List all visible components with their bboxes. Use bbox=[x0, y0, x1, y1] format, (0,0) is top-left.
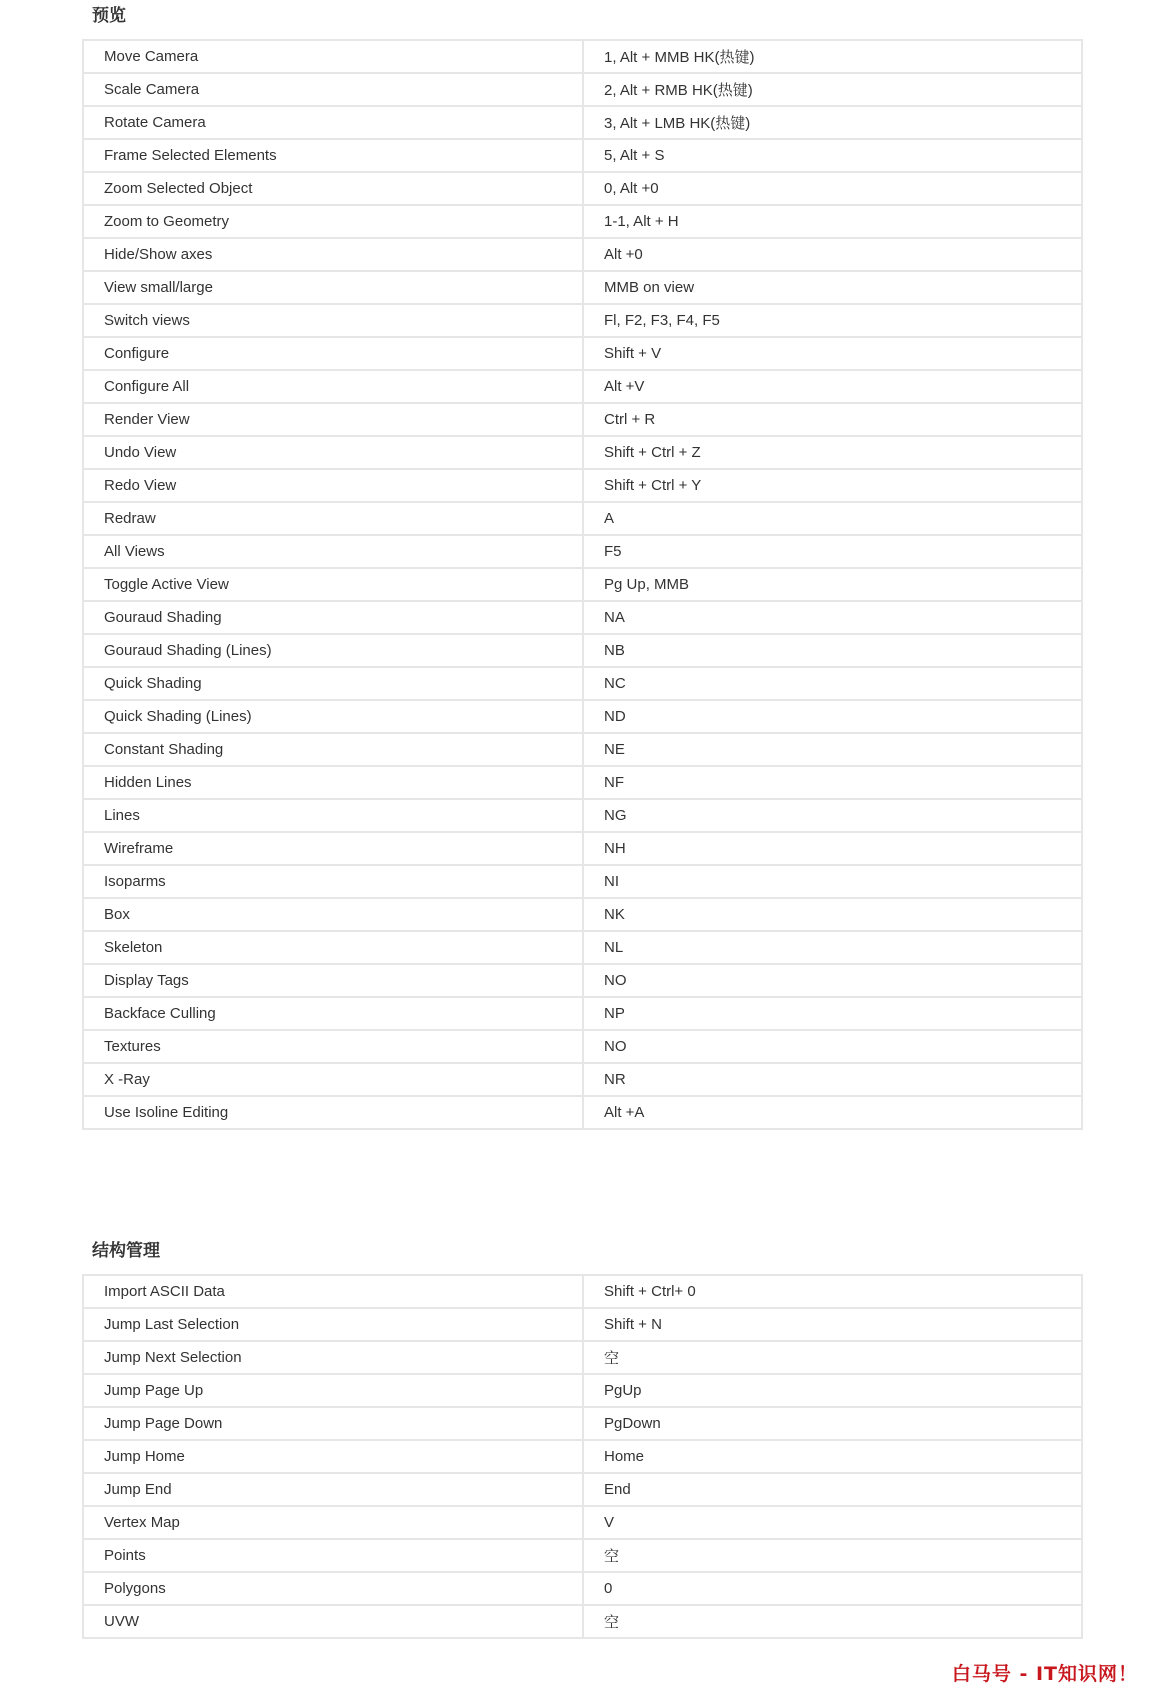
shortcut-keys-cell: Alt +0 bbox=[583, 238, 1082, 271]
action-cell: UVW bbox=[83, 1605, 583, 1638]
shortcut-keys-cell: A bbox=[583, 502, 1082, 535]
section-title-preview: 预览 bbox=[92, 6, 126, 26]
action-cell: Lines bbox=[83, 799, 583, 832]
shortcut-keys-cell: 空 bbox=[583, 1605, 1082, 1638]
table-row bbox=[83, 568, 1082, 601]
shortcut-keys-cell: NG bbox=[583, 799, 1082, 832]
table-row bbox=[83, 238, 1082, 271]
shortcut-keys-cell: End bbox=[583, 1473, 1082, 1506]
table-row bbox=[83, 667, 1082, 700]
table-row bbox=[83, 601, 1082, 634]
action-cell: Jump Next Selection bbox=[83, 1341, 583, 1374]
shortcut-keys-cell: 2, Alt + RMB HK(热键) bbox=[583, 73, 1082, 106]
table-row bbox=[83, 832, 1082, 865]
action-cell: Hidden Lines bbox=[83, 766, 583, 799]
table-row bbox=[83, 1605, 1082, 1638]
shortcut-keys-cell: Ctrl + R bbox=[583, 403, 1082, 436]
table-row bbox=[83, 1539, 1082, 1572]
action-cell: Quick Shading (Lines) bbox=[83, 700, 583, 733]
action-cell: Move Camera bbox=[83, 40, 583, 73]
action-cell: Jump End bbox=[83, 1473, 583, 1506]
action-cell: Toggle Active View bbox=[83, 568, 583, 601]
action-cell: Use Isoline Editing bbox=[83, 1096, 583, 1129]
action-cell: View small/large bbox=[83, 271, 583, 304]
table-row bbox=[83, 1440, 1082, 1473]
shortcut-keys-cell: Pg Up, MMB bbox=[583, 568, 1082, 601]
table-row bbox=[83, 1572, 1082, 1605]
table-row bbox=[83, 634, 1082, 667]
shortcut-keys-cell: 空 bbox=[583, 1341, 1082, 1374]
action-cell: All Views bbox=[83, 535, 583, 568]
table-row bbox=[83, 40, 1082, 73]
shortcut-keys-cell: NL bbox=[583, 931, 1082, 964]
action-cell: Box bbox=[83, 898, 583, 931]
shortcut-keys-cell: Alt +V bbox=[583, 370, 1082, 403]
action-cell: Jump Page Up bbox=[83, 1374, 583, 1407]
shortcut-keys-cell: Alt +A bbox=[583, 1096, 1082, 1129]
action-cell: Jump Last Selection bbox=[83, 1308, 583, 1341]
table-row bbox=[83, 304, 1082, 337]
action-cell: Skeleton bbox=[83, 931, 583, 964]
shortcut-keys-cell: 空 bbox=[583, 1539, 1082, 1572]
table-row bbox=[83, 73, 1082, 106]
shortcut-keys-cell: Shift + Ctrl + Z bbox=[583, 436, 1082, 469]
action-cell: Backface Culling bbox=[83, 997, 583, 1030]
watermark-text: 白马号 - IT知识网！ bbox=[951, 1663, 1138, 1685]
shortcut-keys-cell: Shift + Ctrl+ 0 bbox=[583, 1275, 1082, 1308]
table-row bbox=[83, 1063, 1082, 1096]
table-row bbox=[83, 502, 1082, 535]
table-row bbox=[83, 931, 1082, 964]
shortcut-keys-cell: NF bbox=[583, 766, 1082, 799]
action-cell: Wireframe bbox=[83, 832, 583, 865]
action-cell: X -Ray bbox=[83, 1063, 583, 1096]
shortcut-keys-cell: Shift + V bbox=[583, 337, 1082, 370]
table-row bbox=[83, 535, 1082, 568]
action-cell: Switch views bbox=[83, 304, 583, 337]
shortcut-keys-cell: NH bbox=[583, 832, 1082, 865]
table-row bbox=[83, 271, 1082, 304]
table-row bbox=[83, 1275, 1082, 1308]
table-row bbox=[83, 1096, 1082, 1129]
shortcut-keys-cell: NK bbox=[583, 898, 1082, 931]
action-cell: Vertex Map bbox=[83, 1506, 583, 1539]
action-cell: Render View bbox=[83, 403, 583, 436]
shortcut-keys-cell: Home bbox=[583, 1440, 1082, 1473]
table-row bbox=[83, 1341, 1082, 1374]
shortcut-keys-cell: NE bbox=[583, 733, 1082, 766]
shortcut-keys-cell: MMB on view bbox=[583, 271, 1082, 304]
shortcut-keys-cell: Shift + Ctrl + Y bbox=[583, 469, 1082, 502]
table-row bbox=[83, 403, 1082, 436]
action-cell: Points bbox=[83, 1539, 583, 1572]
table-row bbox=[83, 337, 1082, 370]
action-cell: Gouraud Shading (Lines) bbox=[83, 634, 583, 667]
action-cell: Redraw bbox=[83, 502, 583, 535]
table-row bbox=[83, 799, 1082, 832]
shortcut-keys-cell: 5, Alt + S bbox=[583, 139, 1082, 172]
shortcut-keys-cell: PgUp bbox=[583, 1374, 1082, 1407]
action-cell: Configure bbox=[83, 337, 583, 370]
shortcut-table-preview bbox=[82, 39, 1083, 1130]
shortcut-keys-cell: NC bbox=[583, 667, 1082, 700]
shortcut-keys-cell: NO bbox=[583, 964, 1082, 997]
shortcut-keys-cell: Shift + N bbox=[583, 1308, 1082, 1341]
action-cell: Display Tags bbox=[83, 964, 583, 997]
table-row bbox=[83, 205, 1082, 238]
shortcut-keys-cell: NA bbox=[583, 601, 1082, 634]
shortcut-keys-cell: NI bbox=[583, 865, 1082, 898]
shortcut-keys-cell: V bbox=[583, 1506, 1082, 1539]
action-cell: Textures bbox=[83, 1030, 583, 1063]
action-cell: Configure All bbox=[83, 370, 583, 403]
shortcut-keys-cell: F5 bbox=[583, 535, 1082, 568]
table-row bbox=[83, 106, 1082, 139]
table-row bbox=[83, 964, 1082, 997]
table-row bbox=[83, 1308, 1082, 1341]
shortcut-keys-cell: NP bbox=[583, 997, 1082, 1030]
shortcut-keys-cell: 1-1, Alt + H bbox=[583, 205, 1082, 238]
action-cell: Constant Shading bbox=[83, 733, 583, 766]
table-row bbox=[83, 997, 1082, 1030]
action-cell: Gouraud Shading bbox=[83, 601, 583, 634]
shortcut-table-structure-management bbox=[82, 1274, 1083, 1639]
action-cell: Quick Shading bbox=[83, 667, 583, 700]
action-cell: Redo View bbox=[83, 469, 583, 502]
table-row bbox=[83, 370, 1082, 403]
shortcut-keys-cell: NR bbox=[583, 1063, 1082, 1096]
action-cell: Zoom Selected Object bbox=[83, 172, 583, 205]
table-row bbox=[83, 1407, 1082, 1440]
shortcut-keys-cell: 0, Alt +0 bbox=[583, 172, 1082, 205]
table-row bbox=[83, 139, 1082, 172]
action-cell: Scale Camera bbox=[83, 73, 583, 106]
action-cell: Polygons bbox=[83, 1572, 583, 1605]
table-row bbox=[83, 1506, 1082, 1539]
action-cell: Import ASCII Data bbox=[83, 1275, 583, 1308]
table-row bbox=[83, 766, 1082, 799]
action-cell: Undo View bbox=[83, 436, 583, 469]
shortcut-keys-cell: NB bbox=[583, 634, 1082, 667]
shortcut-keys-cell: NO bbox=[583, 1030, 1082, 1063]
action-cell: Zoom to Geometry bbox=[83, 205, 583, 238]
action-cell: Jump Home bbox=[83, 1440, 583, 1473]
table-row bbox=[83, 436, 1082, 469]
shortcut-keys-cell: 1, Alt + MMB HK(热键) bbox=[583, 40, 1082, 73]
action-cell: Hide/Show axes bbox=[83, 238, 583, 271]
action-cell: Rotate Camera bbox=[83, 106, 583, 139]
table-row bbox=[83, 172, 1082, 205]
shortcut-keys-cell: 3, Alt + LMB HK(热键) bbox=[583, 106, 1082, 139]
table-row bbox=[83, 700, 1082, 733]
shortcut-keys-cell: ND bbox=[583, 700, 1082, 733]
table-row bbox=[83, 733, 1082, 766]
table-row bbox=[83, 865, 1082, 898]
action-cell: Frame Selected Elements bbox=[83, 139, 583, 172]
shortcut-keys-cell: Fl, F2, F3, F4, F5 bbox=[583, 304, 1082, 337]
table-row bbox=[83, 1374, 1082, 1407]
table-row bbox=[83, 1030, 1082, 1063]
section-title-structure-management: 结构管理 bbox=[92, 1241, 160, 1261]
table-row bbox=[83, 1473, 1082, 1506]
shortcut-keys-cell: 0 bbox=[583, 1572, 1082, 1605]
table-row bbox=[83, 898, 1082, 931]
table-row bbox=[83, 469, 1082, 502]
action-cell: Jump Page Down bbox=[83, 1407, 583, 1440]
shortcut-keys-cell: PgDown bbox=[583, 1407, 1082, 1440]
action-cell: Isoparms bbox=[83, 865, 583, 898]
